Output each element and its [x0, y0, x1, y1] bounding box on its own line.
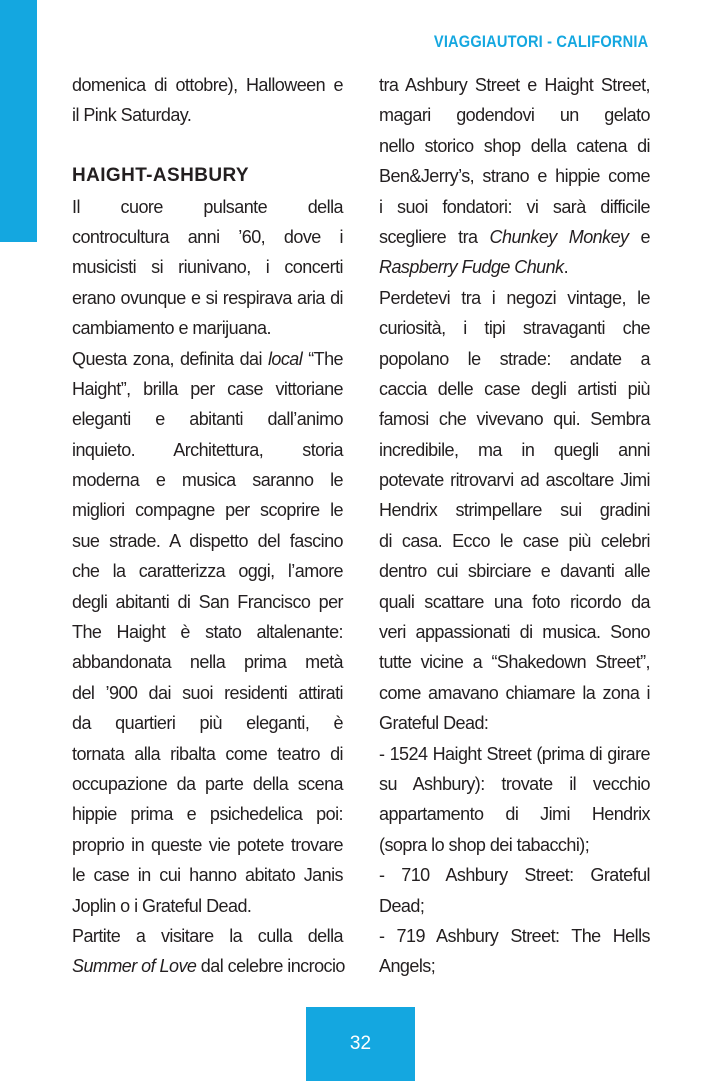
paragraph-line: abbandonata nella prima metà	[72, 652, 343, 673]
paragraph-line: Hendrix strimpellare sui gradini	[379, 500, 650, 521]
paragraph-line: come amavano chiamare la zona i	[379, 682, 650, 703]
paragraph-line: Grateful Dead:	[379, 713, 489, 734]
left-text-column	[72, 70, 343, 982]
paragraph-line: sue strade. A dispetto del fascino	[72, 530, 343, 551]
paragraph-line: - 1524 Haight Street (prima di girare	[379, 743, 650, 764]
paragraph-line: curiosità, i tipi stravaganti che	[379, 318, 650, 339]
paragraph-line: le case in cui hanno abitato Janis	[72, 865, 343, 886]
page-number: 32	[349, 1033, 372, 1054]
paragraph-line: proprio in queste vie potete trovare	[72, 834, 343, 855]
paragraph-line: hippie prima e psichedelica poi:	[72, 804, 343, 825]
paragraph-line: tutte vicine a “Shakedown Street”,	[379, 652, 650, 673]
paragraph-line: domenica di ottobre), Halloween e	[72, 75, 343, 95]
paragraph-line: scegliere tra Chunkey Monkey e	[379, 226, 651, 247]
paragraph-line: - 710 Ashbury Street: Grateful	[379, 865, 650, 886]
paragraph-line: erano ovunque e si respirava aria di	[72, 287, 343, 308]
paragraph-line: moderna e musica saranno le	[72, 470, 343, 491]
paragraph-line: di casa. Ecco le case più celebri	[379, 530, 650, 551]
paragraph-line: da quartieri più eleganti, è	[72, 713, 343, 734]
paragraph-line: il Pink Saturday.	[72, 105, 192, 126]
paragraph-line: quali scattare una foto ricordo da	[379, 591, 650, 612]
paragraph-line: Questa zona, definita dai local “The	[72, 348, 344, 369]
italic-term: local	[267, 348, 303, 369]
paragraph-line: - 719 Ashbury Street: The Hells	[379, 925, 650, 946]
paragraph-line: del ’900 dai suoi residenti attirati	[72, 682, 343, 703]
paragraph-line: eleganti e abitanti dall’animo	[72, 409, 343, 430]
running-header: VIAGGIAUTORI - CALIFORNIA	[433, 32, 648, 51]
paragraph-line: caccia delle case degli artisti più	[379, 378, 650, 399]
italic-term: Chunkey Monkey	[489, 226, 629, 247]
paragraph-line: Perdetevi tra i negozi vintage, le	[379, 287, 650, 308]
paragraph-line: potevate ritrovarvi ad ascoltare Jimi	[379, 470, 650, 491]
paragraph-spacer	[72, 131, 343, 161]
chapter-side-tab	[0, 0, 37, 242]
section-body-continued	[379, 70, 650, 982]
paragraph-line: Haight”, brilla per case vittoriane	[72, 378, 343, 399]
paragraph-line: controcultura anni ’60, dove i	[72, 226, 343, 247]
paragraph-line: migliori compagne per scoprire le	[72, 500, 343, 521]
page-number-box	[306, 1007, 415, 1081]
paragraph-line: famosi che vivevano qui. Sembra	[379, 409, 650, 430]
paragraph-line: Angels;	[379, 956, 436, 977]
paragraph-line: The Haight è stato altalenante:	[72, 622, 343, 643]
paragraph-line: Summer of Love dal celebre incrocio	[72, 956, 345, 977]
paragraph-line: Joplin o i Grateful Dead.	[72, 895, 252, 916]
paragraph-line: nello storico shop della catena di	[379, 135, 650, 156]
right-text-column	[379, 70, 650, 982]
italic-term: Raspberry Fudge Chunk	[379, 257, 564, 278]
paragraph-line: tra Ashbury Street e Haight Street,	[379, 75, 650, 95]
paragraph-line: degli abitanti di San Francisco per	[72, 591, 343, 612]
paragraph-line: Raspberry Fudge Chunk.	[379, 257, 569, 278]
paragraph-line: incredibile, ma in quegli anni	[379, 439, 650, 460]
paragraph-line: su Ashbury): trovate il vecchio	[379, 773, 650, 794]
paragraph-line: appartamento di Jimi Hendrix	[379, 804, 650, 825]
paragraph-line: veri appassionati di musica. Sono	[379, 622, 650, 643]
paragraph-line: occupazione da parte della scena	[72, 773, 343, 794]
paragraph-line: che la caratterizza oggi, l’amore	[72, 561, 343, 582]
italic-term: Summer of Love	[72, 956, 197, 977]
paragraph-line: Partite a visitare la culla della	[72, 925, 343, 946]
paragraph-line: musicisti si riunivano, i concerti	[72, 257, 343, 278]
paragraph-line: (sopra lo shop dei tabacchi);	[379, 834, 590, 855]
paragraph-line: inquieto. Architettura, storia	[72, 439, 343, 460]
paragraph-line: tornata alla ribalta come teatro di	[72, 743, 343, 764]
paragraph-line: magari godendovi un gelato	[379, 105, 650, 126]
paragraph-line: Il cuore pulsante della	[72, 196, 343, 217]
section-heading: HAIGHT-ASHBURY	[72, 165, 249, 187]
paragraph-line: cambiamento e marijuana.	[72, 318, 271, 339]
paragraph-line: popolano le strade: andate a	[379, 348, 650, 369]
paragraph-line: dentro cui sbirciare e davanti alle	[379, 561, 650, 582]
paragraph-line: Ben&Jerry’s, strano e hippie come	[379, 166, 650, 187]
paragraph-line: i suoi fondatori: vi sarà difficile	[379, 196, 650, 217]
section-body	[72, 192, 343, 982]
paragraph-line: Dead;	[379, 895, 425, 916]
